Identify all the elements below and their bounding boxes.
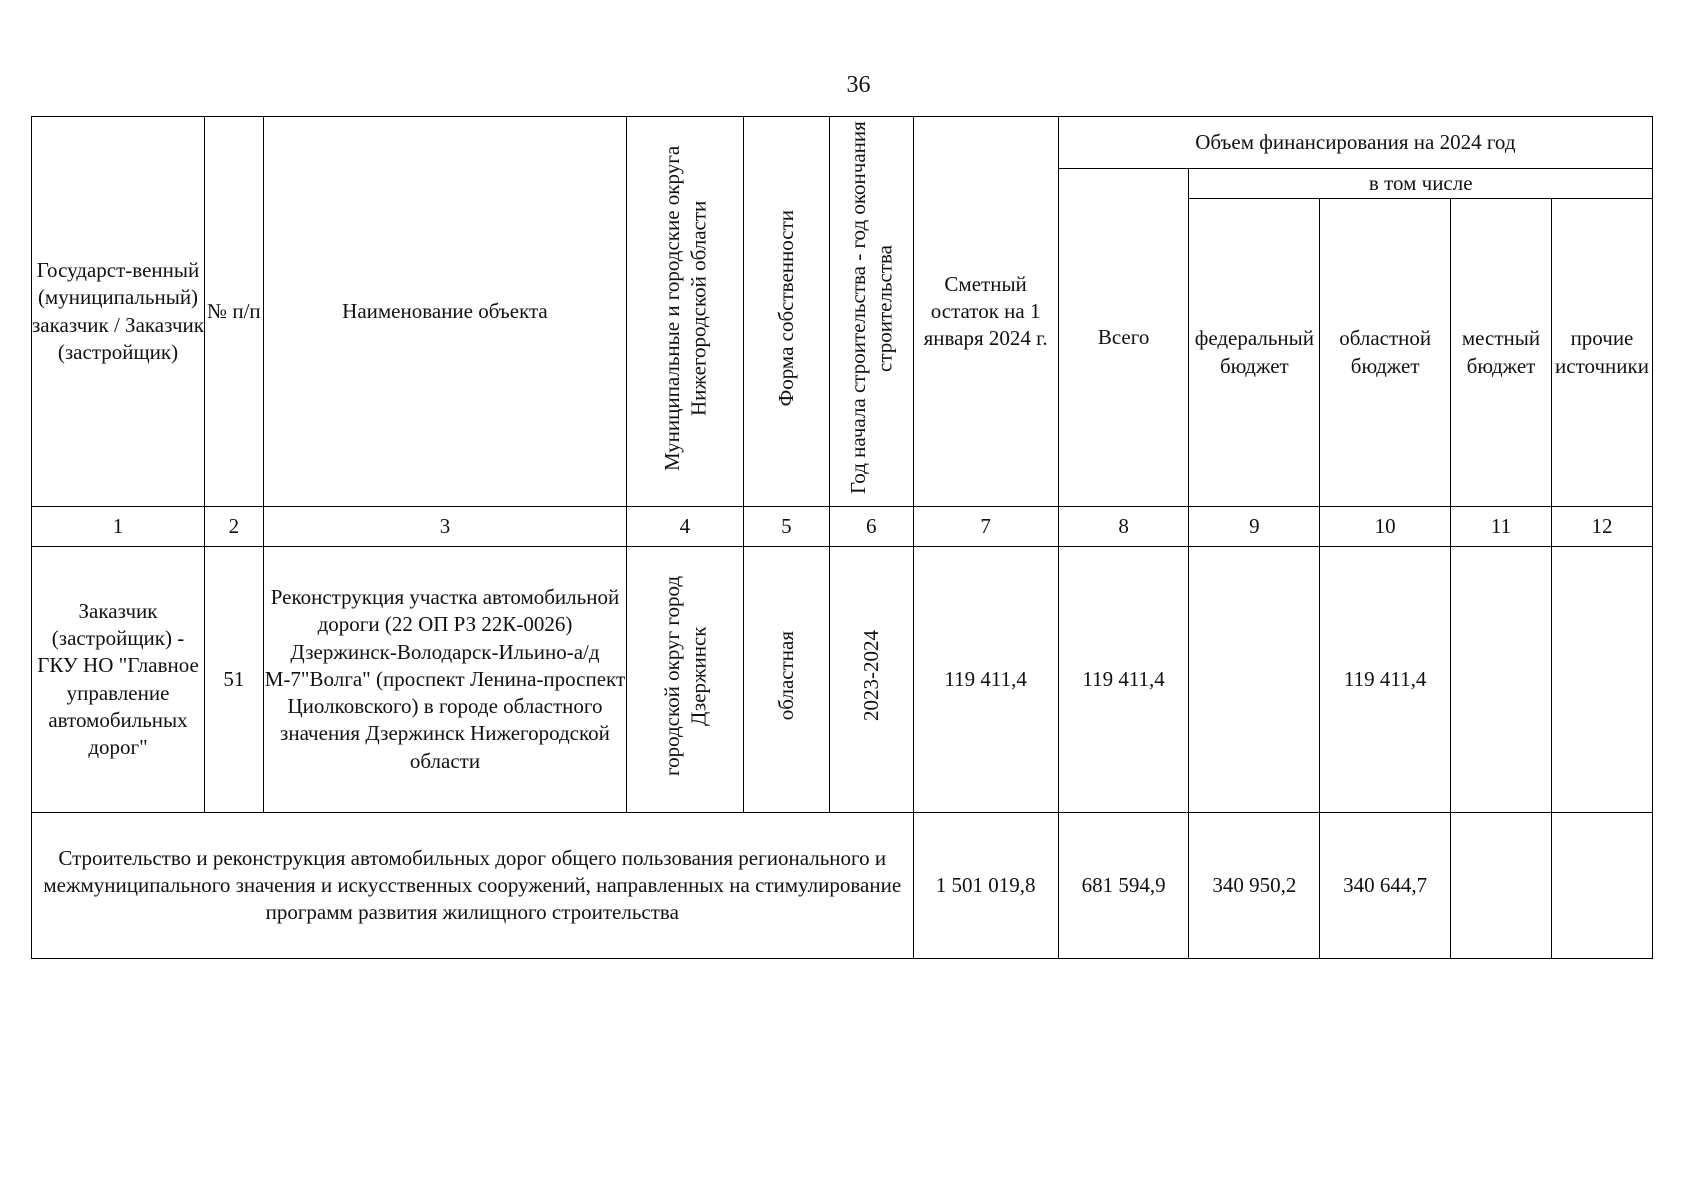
header-object-name: Наименование объекта <box>263 117 627 507</box>
row-object-name: Реконструкция участка автомобильной дороги (22 ОП РЗ 22К-0026) Дзержинск-Володарск-Ильино-а/д М-7"Волга" (проспект Ленина-проспект Циолковского) в городе областного значения Дзержинск Нижегородской области <box>263 547 627 813</box>
row-federal <box>1189 547 1320 813</box>
summary-total: 681 594,9 <box>1058 813 1189 959</box>
column-number: 9 <box>1189 507 1320 547</box>
column-number: 6 <box>830 507 913 547</box>
column-number: 8 <box>1058 507 1189 547</box>
summary-estimate: 1 501 019,8 <box>913 813 1058 959</box>
row-years: 2023-2024 <box>859 630 884 722</box>
page-number: 36 <box>846 72 871 98</box>
row-num: 51 <box>205 547 264 813</box>
column-number: 10 <box>1320 507 1451 547</box>
summary-other <box>1551 813 1652 959</box>
column-number: 1 <box>32 507 205 547</box>
column-number: 11 <box>1451 507 1552 547</box>
header-regional: областной бюджет <box>1320 199 1451 507</box>
column-number: 3 <box>263 507 627 547</box>
header-num: № п/п <box>205 117 264 507</box>
header-total: Всего <box>1058 169 1189 507</box>
summary-federal: 340 950,2 <box>1189 813 1320 959</box>
column-number: 2 <box>205 507 264 547</box>
header-ownership: Форма собственности <box>774 209 799 407</box>
column-number: 7 <box>913 507 1058 547</box>
row-ownership: областная <box>774 631 799 721</box>
row-total: 119 411,4 <box>1058 547 1189 813</box>
header-estimate: Сметный остаток на 1 января 2024 г. <box>913 117 1058 507</box>
column-number: 5 <box>743 507 830 547</box>
summary-regional: 340 644,7 <box>1320 813 1451 959</box>
table-row <box>32 547 1653 813</box>
header-years: Год начала строительства - год окончания строительства <box>846 121 897 495</box>
header-ownership-cell <box>743 117 830 507</box>
header-local: местный бюджет <box>1451 199 1552 507</box>
row-municipality-cell <box>627 547 743 813</box>
row-estimate: 119 411,4 <box>913 547 1058 813</box>
financing-table <box>31 116 1653 959</box>
row-ownership-cell <box>743 547 830 813</box>
header-years-cell <box>830 117 913 507</box>
column-number: 12 <box>1551 507 1652 547</box>
column-number-row <box>32 507 1653 547</box>
row-local <box>1451 547 1552 813</box>
column-number: 4 <box>627 507 743 547</box>
header-federal: федеральный бюджет <box>1189 199 1320 507</box>
row-customer: Заказчик (застройщик) - ГКУ НО "Главное управление автомобильных дорог" <box>32 547 205 813</box>
header-municipality: Муниципальные и городские округа Нижегородской области <box>659 145 710 471</box>
summary-row <box>32 813 1653 959</box>
header-row-top <box>32 117 1653 169</box>
row-regional: 119 411,4 <box>1320 547 1451 813</box>
header-financing: Объем финансирования на 2024 год <box>1058 117 1652 169</box>
row-other <box>1551 547 1652 813</box>
header-other: прочие источники <box>1551 199 1652 507</box>
summary-label: Строительство и реконструкция автомобильных дорог общего пользования регионального и межмуниципального значения и искусственных сооружений, направленных на стимулирование программ развития жилищного строительства <box>32 813 914 959</box>
row-years-cell <box>830 547 913 813</box>
header-customer: Государст-венный (муниципальный) заказчик / Заказчик (застройщик) <box>32 117 205 507</box>
header-municipality-cell <box>627 117 743 507</box>
header-including: в том числе <box>1189 169 1653 199</box>
row-municipality: городской округ город Дзержинск <box>659 575 710 776</box>
summary-local <box>1451 813 1552 959</box>
